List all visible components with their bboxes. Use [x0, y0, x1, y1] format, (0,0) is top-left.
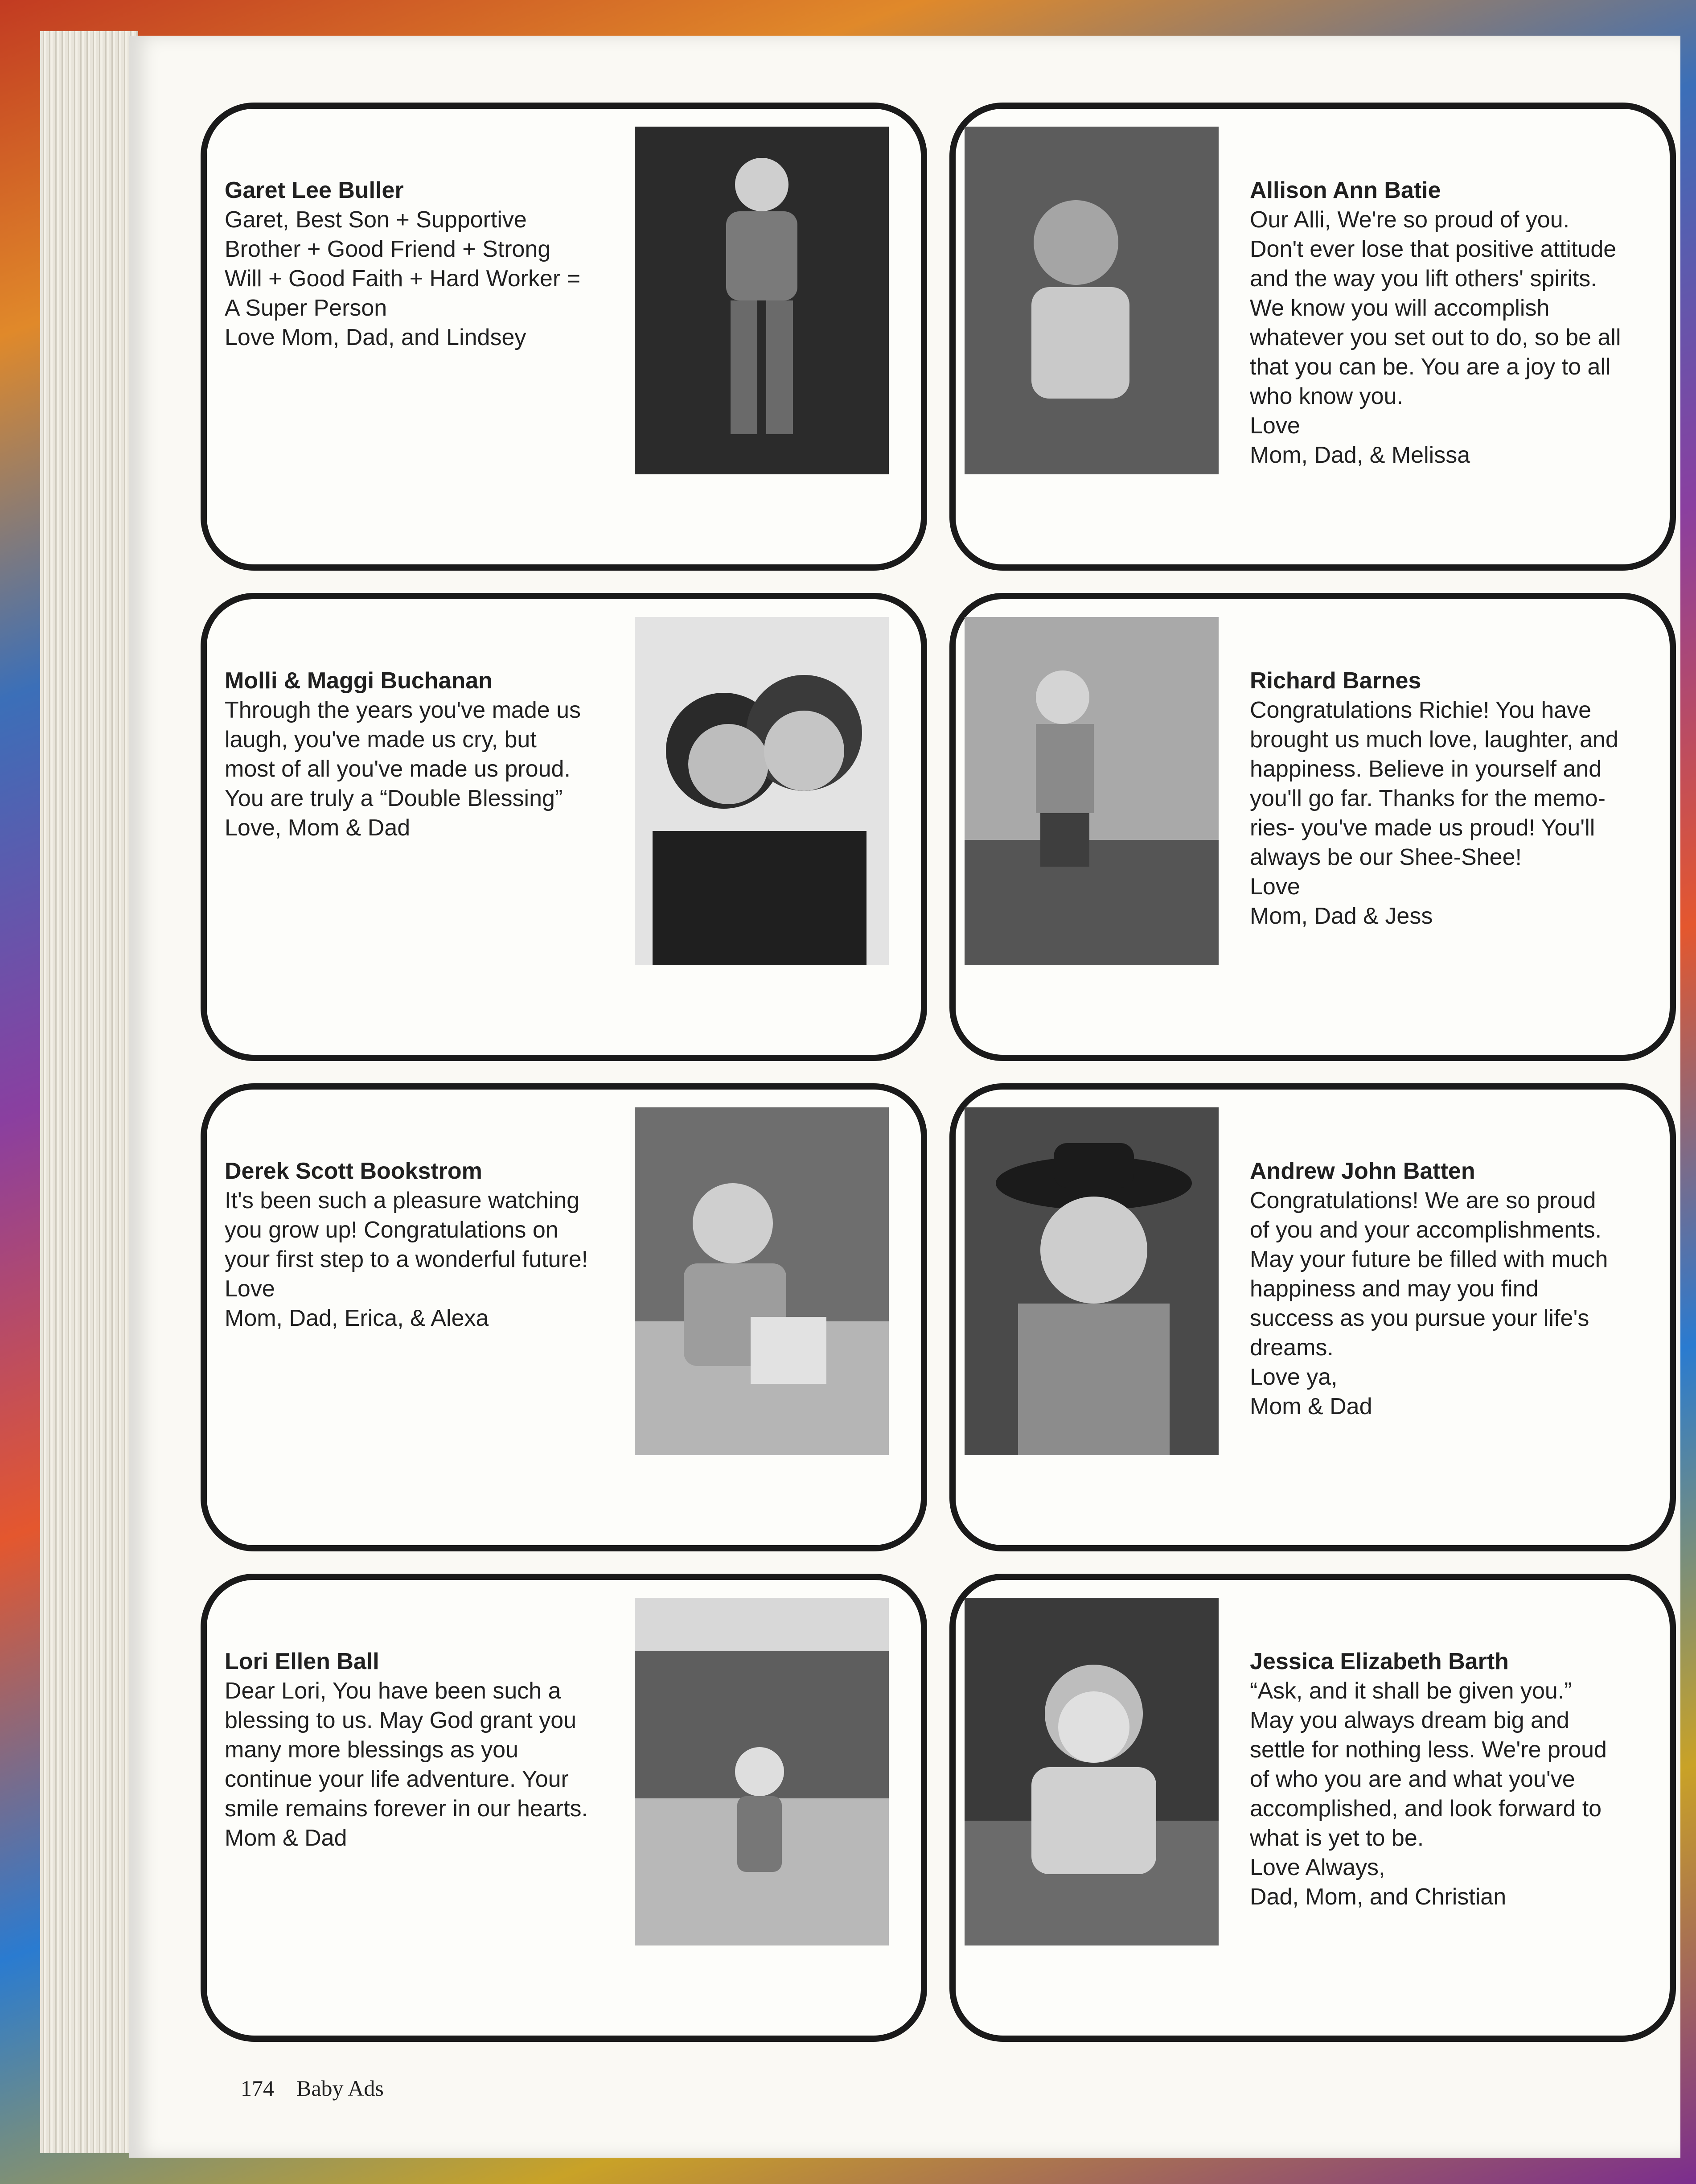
ad-line: It's been such a pleasure watching [225, 1188, 580, 1213]
ad-text [225, 1647, 608, 1853]
ad-line: many more blessings as you [225, 1737, 518, 1763]
ad-line: Love, Mom & Dad [225, 815, 411, 841]
ad-text [1250, 1156, 1633, 1421]
ad-line: and the way you lift others' spirits. [1250, 266, 1597, 292]
ad-line: We know you will accomplish [1250, 295, 1550, 321]
ad-line: Mom & Dad [225, 1825, 347, 1851]
ad-line: “Ask, and it shall be given you.” [1250, 1678, 1572, 1704]
baby-photo [965, 127, 1219, 474]
ad-line: Love [225, 1276, 275, 1302]
baby-photo [965, 617, 1219, 965]
baby-photo [635, 1598, 889, 1945]
baby-ad-allison-batie [949, 103, 1676, 571]
section-name: Baby Ads [296, 2076, 384, 2101]
ad-line: Our Alli, We're so proud of you. [1250, 207, 1570, 233]
baby-ad-lori-ball [201, 1574, 927, 2042]
ad-line: dreams. [1250, 1335, 1334, 1361]
ad-line: Congratulations! We are so proud [1250, 1188, 1596, 1213]
ad-line: Mom & Dad [1250, 1394, 1372, 1419]
ad-line: of you and your accomplishments. [1250, 1217, 1602, 1243]
page-number: 174 [241, 2076, 274, 2101]
baby-photo [965, 1598, 1219, 1945]
page-footer [241, 2075, 384, 2101]
ad-line: Don't ever lose that positive attitude [1250, 236, 1617, 262]
ad-line: smile remains forever in our hearts. [225, 1796, 588, 1822]
ad-line: Dad, Mom, and Christian [1250, 1884, 1507, 1910]
ad-name: Richard Barnes [1250, 668, 1421, 694]
ad-line: always be our Shee-Shee! [1250, 844, 1522, 870]
ad-line: continue your life adventure. Your [225, 1766, 569, 1792]
ad-line: Mom, Dad, Erica, & Alexa [225, 1305, 489, 1331]
ad-name: Derek Scott Bookstrom [225, 1158, 482, 1184]
ad-line: you'll go far. Thanks for the memo- [1250, 786, 1606, 811]
ad-name: Andrew John Batten [1250, 1158, 1475, 1184]
ad-name: Garet Lee Buller [225, 177, 404, 203]
baby-ad-molli-maggi-buchanan [201, 593, 927, 1061]
ad-text [1250, 176, 1633, 470]
ad-line: that you can be. You are a joy to all [1250, 354, 1611, 380]
ad-line: of who you are and what you've [1250, 1766, 1575, 1792]
ad-line: Mom, Dad, & Melissa [1250, 442, 1470, 468]
baby-ad-jessica-barth [949, 1574, 1676, 2042]
ad-line: Through the years you've made us [225, 697, 581, 723]
ad-line: May you always dream big and [1250, 1707, 1569, 1733]
ad-name: Allison Ann Batie [1250, 177, 1441, 203]
baby-photo [635, 127, 889, 474]
ad-line: Will + Good Faith + Hard Worker = [225, 266, 581, 292]
baby-photo [635, 1107, 889, 1455]
baby-ad-garet-buller [201, 103, 927, 571]
ad-text [225, 1156, 608, 1333]
ad-line: happiness and may you find [1250, 1276, 1539, 1302]
ad-line: your first step to a wonderful future! [225, 1246, 588, 1272]
ad-line: A Super Person [225, 295, 387, 321]
ad-text [1250, 666, 1633, 931]
ad-name: Lori Ellen Ball [225, 1649, 379, 1674]
yearbook-page [129, 36, 1680, 2158]
baby-ad-richard-barnes [949, 593, 1676, 1061]
ad-line: happiness. Believe in yourself and [1250, 756, 1602, 782]
baby-ad-derek-bookstrom [201, 1083, 927, 1551]
ad-line: accomplished, and look forward to [1250, 1796, 1602, 1822]
ad-line: Love [1250, 413, 1300, 439]
ad-line: success as you pursue your life's [1250, 1305, 1589, 1331]
ad-line: Brother + Good Friend + Strong [225, 236, 551, 262]
page-stack-edges [40, 31, 138, 2153]
ad-line: what is yet to be. [1250, 1825, 1424, 1851]
ad-line: Love Always, [1250, 1855, 1385, 1880]
ad-text [225, 666, 608, 843]
ad-name: Molli & Maggi Buchanan [225, 668, 493, 694]
ad-line: Love Mom, Dad, and Lindsey [225, 325, 526, 350]
ad-line: ries- you've made us proud! You'll [1250, 815, 1595, 841]
baby-photo [635, 617, 889, 965]
ad-line: You are truly a “Double Blessing” [225, 786, 563, 811]
ad-line: brought us much love, laughter, and [1250, 727, 1618, 753]
ad-line: Dear Lori, You have been such a [225, 1678, 561, 1704]
ad-line: May your future be filled with much [1250, 1246, 1608, 1272]
ad-line: Love ya, [1250, 1364, 1338, 1390]
ad-text [1250, 1647, 1633, 1912]
ad-line: most of all you've made us proud. [225, 756, 571, 782]
baby-ad-andrew-batten [949, 1083, 1676, 1551]
ad-line: who know you. [1250, 383, 1403, 409]
ad-line: whatever you set out to do, so be all [1250, 325, 1621, 350]
ad-line: laugh, you've made us cry, but [225, 727, 537, 753]
ad-line: Congratulations Richie! You have [1250, 697, 1592, 723]
ad-line: you grow up! Congratulations on [225, 1217, 558, 1243]
ad-name: Jessica Elizabeth Barth [1250, 1649, 1509, 1674]
ad-text [225, 176, 608, 352]
ad-line: Garet, Best Son + Supportive [225, 207, 527, 233]
ad-line: blessing to us. May God grant you [225, 1707, 577, 1733]
ad-line: Mom, Dad & Jess [1250, 903, 1433, 929]
baby-photo [965, 1107, 1219, 1455]
ad-line: Love [1250, 874, 1300, 900]
ad-line: settle for nothing less. We're proud [1250, 1737, 1607, 1763]
